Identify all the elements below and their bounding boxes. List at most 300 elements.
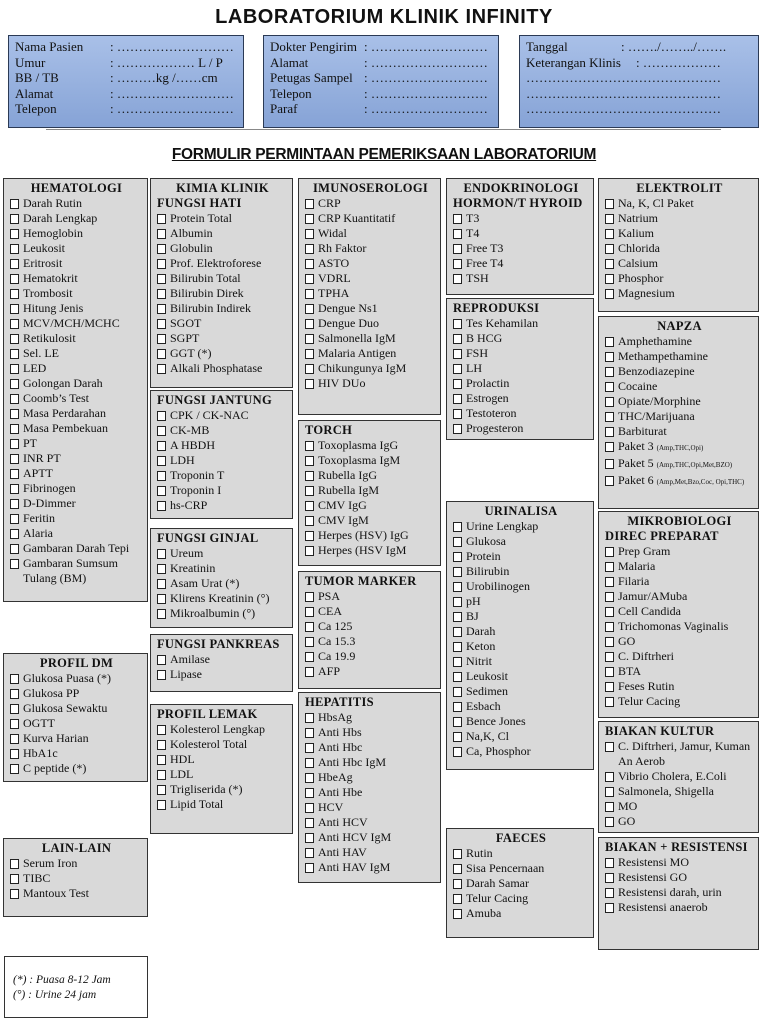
test-item-paket-6[interactable] bbox=[605, 473, 754, 490]
test-item-amuba[interactable] bbox=[453, 906, 589, 921]
test-item-malaria-antigen[interactable] bbox=[305, 346, 436, 361]
test-item-protein-total[interactable] bbox=[157, 211, 288, 226]
test-item-tsh[interactable] bbox=[453, 271, 589, 286]
checkbox[interactable] bbox=[605, 802, 614, 812]
checkbox[interactable] bbox=[305, 667, 314, 677]
test-item-hcv[interactable] bbox=[305, 800, 436, 815]
checkbox[interactable] bbox=[157, 364, 166, 374]
test-item-masa-perdarahan[interactable] bbox=[10, 406, 143, 421]
checkbox[interactable] bbox=[157, 725, 166, 735]
checkbox[interactable] bbox=[453, 424, 462, 434]
test-item-ph[interactable] bbox=[453, 594, 589, 609]
checkbox[interactable] bbox=[10, 559, 19, 569]
test-item-natrium[interactable] bbox=[605, 211, 754, 226]
test-item-calsium[interactable] bbox=[605, 256, 754, 271]
checkbox[interactable] bbox=[305, 441, 314, 451]
test-item-glukosa-sewaktu[interactable] bbox=[10, 701, 143, 716]
test-item-feritin[interactable] bbox=[10, 511, 143, 526]
checkbox[interactable] bbox=[305, 713, 314, 723]
checkbox[interactable] bbox=[605, 382, 614, 392]
test-item-bilirubin-total[interactable] bbox=[157, 271, 288, 286]
checkbox[interactable] bbox=[453, 214, 462, 224]
test-item-pt[interactable] bbox=[10, 436, 143, 451]
checkbox[interactable] bbox=[605, 592, 614, 602]
test-item-fibrinogen[interactable] bbox=[10, 481, 143, 496]
test-item-salmonella-igm[interactable] bbox=[305, 331, 436, 346]
checkbox[interactable] bbox=[605, 397, 614, 407]
checkbox[interactable] bbox=[305, 833, 314, 843]
test-item-cmv-igg[interactable] bbox=[305, 498, 436, 513]
field-value-blank[interactable]: : ……./……../……. bbox=[621, 39, 727, 54]
field-value-blank[interactable]: : ……………………… bbox=[364, 85, 488, 101]
test-item-bta[interactable] bbox=[605, 664, 754, 679]
checkbox[interactable] bbox=[10, 469, 19, 479]
test-item-sgpt[interactable] bbox=[157, 331, 288, 346]
test-item-amilase[interactable] bbox=[157, 652, 288, 667]
checkbox[interactable] bbox=[605, 459, 614, 469]
test-item-trigliserida[interactable] bbox=[157, 782, 288, 797]
field-value-blank[interactable]: : ……………………… bbox=[110, 85, 234, 101]
test-item-feses-rutin[interactable] bbox=[605, 679, 754, 694]
test-item-esbach[interactable] bbox=[453, 699, 589, 714]
test-item-chlorida[interactable] bbox=[605, 241, 754, 256]
test-item-kreatinin[interactable] bbox=[157, 561, 288, 576]
test-item-asam-urat[interactable] bbox=[157, 576, 288, 591]
checkbox[interactable] bbox=[157, 800, 166, 810]
checkbox[interactable] bbox=[305, 803, 314, 813]
checkbox[interactable] bbox=[10, 244, 19, 254]
checkbox[interactable] bbox=[157, 770, 166, 780]
checkbox[interactable] bbox=[605, 607, 614, 617]
field-value-blank[interactable]: : ……………………… bbox=[110, 39, 234, 54]
test-item-bilirubin-indirek[interactable] bbox=[157, 301, 288, 316]
test-item-anti-hbc[interactable] bbox=[305, 740, 436, 755]
checkbox[interactable] bbox=[10, 274, 19, 284]
test-item-fsh[interactable] bbox=[453, 346, 589, 361]
checkbox[interactable] bbox=[605, 274, 614, 284]
test-item-t3[interactable] bbox=[453, 211, 589, 226]
test-item-anti-hbe[interactable] bbox=[305, 785, 436, 800]
checkbox[interactable] bbox=[305, 214, 314, 224]
checkbox[interactable] bbox=[453, 334, 462, 344]
checkbox[interactable] bbox=[453, 864, 462, 874]
checkbox[interactable] bbox=[453, 642, 462, 652]
test-item-coomb-s-test[interactable] bbox=[10, 391, 143, 406]
test-item-barbiturat[interactable] bbox=[605, 424, 754, 439]
test-item-phosphor[interactable] bbox=[605, 271, 754, 286]
checkbox[interactable] bbox=[157, 564, 166, 574]
test-item-prof-elektroforese[interactable] bbox=[157, 256, 288, 271]
checkbox[interactable] bbox=[605, 903, 614, 913]
test-item-ck-mb[interactable] bbox=[157, 423, 288, 438]
test-item-cocaine[interactable] bbox=[605, 379, 754, 394]
test-item-resistensi-go[interactable] bbox=[605, 870, 754, 885]
test-item-eritrosit[interactable] bbox=[10, 256, 143, 271]
checkbox[interactable] bbox=[157, 259, 166, 269]
test-item-masa-pembekuan[interactable] bbox=[10, 421, 143, 436]
test-item-malaria[interactable] bbox=[605, 559, 754, 574]
checkbox[interactable] bbox=[10, 719, 19, 729]
checkbox[interactable] bbox=[605, 367, 614, 377]
test-item-a-hbdh[interactable] bbox=[157, 438, 288, 453]
checkbox[interactable] bbox=[305, 456, 314, 466]
test-item-dengue-duo[interactable] bbox=[305, 316, 436, 331]
checkbox[interactable] bbox=[157, 785, 166, 795]
test-item-toxoplasma-igg[interactable] bbox=[305, 438, 436, 453]
test-item-jamur-amuba[interactable] bbox=[605, 589, 754, 604]
test-item-cell-candida[interactable] bbox=[605, 604, 754, 619]
test-item-sgot[interactable] bbox=[157, 316, 288, 331]
checkbox[interactable] bbox=[10, 889, 19, 899]
checkbox[interactable] bbox=[157, 755, 166, 765]
checkbox[interactable] bbox=[10, 454, 19, 464]
test-item-rubella-igm[interactable] bbox=[305, 483, 436, 498]
checkbox[interactable] bbox=[10, 334, 19, 344]
test-item-free-t4[interactable] bbox=[453, 256, 589, 271]
test-item-hemoglobin[interactable] bbox=[10, 226, 143, 241]
test-item-filaria[interactable] bbox=[605, 574, 754, 589]
checkbox[interactable] bbox=[453, 732, 462, 742]
test-item-urine-lengkap[interactable] bbox=[453, 519, 589, 534]
test-item-widal[interactable] bbox=[305, 226, 436, 241]
checkbox[interactable] bbox=[305, 304, 314, 314]
checkbox[interactable] bbox=[453, 259, 462, 269]
checkbox[interactable] bbox=[305, 471, 314, 481]
checkbox[interactable] bbox=[10, 764, 19, 774]
checkbox[interactable] bbox=[157, 456, 166, 466]
test-item-magnesium[interactable] bbox=[605, 286, 754, 301]
test-item-kolesterol-total[interactable] bbox=[157, 737, 288, 752]
test-item-ca-19-9[interactable] bbox=[305, 649, 436, 664]
checkbox[interactable] bbox=[10, 424, 19, 434]
test-item-opiate-morphine[interactable] bbox=[605, 394, 754, 409]
test-item-rh-faktor[interactable] bbox=[305, 241, 436, 256]
checkbox[interactable] bbox=[157, 319, 166, 329]
test-item-amphethamine[interactable] bbox=[605, 334, 754, 349]
checkbox[interactable] bbox=[10, 514, 19, 524]
test-item-cpk-ck-nac[interactable] bbox=[157, 408, 288, 423]
checkbox[interactable] bbox=[605, 214, 614, 224]
checkbox[interactable] bbox=[605, 352, 614, 362]
checkbox[interactable] bbox=[10, 349, 19, 359]
test-item-glukosa-pp[interactable] bbox=[10, 686, 143, 701]
test-item-na-k-cl[interactable] bbox=[453, 729, 589, 744]
field-value-blank[interactable]: : ………kg /……cm bbox=[110, 70, 218, 85]
test-item-darah-rutin[interactable] bbox=[10, 196, 143, 211]
test-item-darah-lengkap[interactable] bbox=[10, 211, 143, 226]
test-item-serum-iron[interactable] bbox=[10, 856, 143, 871]
test-item-ogtt[interactable] bbox=[10, 716, 143, 731]
test-item-paket-5[interactable] bbox=[605, 456, 754, 473]
checkbox[interactable] bbox=[157, 609, 166, 619]
test-item-golongan-darah[interactable] bbox=[10, 376, 143, 391]
test-item-hdl[interactable] bbox=[157, 752, 288, 767]
checkbox[interactable] bbox=[605, 476, 614, 486]
test-item-tibc[interactable] bbox=[10, 871, 143, 886]
test-item-darah[interactable] bbox=[453, 624, 589, 639]
checkbox[interactable] bbox=[10, 319, 19, 329]
test-item-dengue-ns1[interactable] bbox=[305, 301, 436, 316]
checkbox[interactable] bbox=[605, 442, 614, 452]
test-item-trichomonas-vaginalis[interactable] bbox=[605, 619, 754, 634]
checkbox[interactable] bbox=[605, 289, 614, 299]
test-item-anti-hcv[interactable] bbox=[305, 815, 436, 830]
checkbox[interactable] bbox=[157, 655, 166, 665]
test-item-troponin-t[interactable] bbox=[157, 468, 288, 483]
checkbox[interactable] bbox=[10, 544, 19, 554]
test-item-sel-le[interactable] bbox=[10, 346, 143, 361]
checkbox[interactable] bbox=[305, 379, 314, 389]
checkbox[interactable] bbox=[305, 289, 314, 299]
test-item-albumin[interactable] bbox=[157, 226, 288, 241]
checkbox[interactable] bbox=[10, 734, 19, 744]
test-item-anti-hcv-igm[interactable] bbox=[305, 830, 436, 845]
test-item-gambaran-darah-tepi[interactable] bbox=[10, 541, 143, 556]
checkbox[interactable] bbox=[605, 562, 614, 572]
test-item-kalium[interactable] bbox=[605, 226, 754, 241]
checkbox[interactable] bbox=[453, 747, 462, 757]
checkbox[interactable] bbox=[157, 471, 166, 481]
test-item-telur-cacing[interactable] bbox=[453, 891, 589, 906]
checkbox[interactable] bbox=[453, 849, 462, 859]
test-item-c-diftrheri[interactable] bbox=[605, 649, 754, 664]
test-item-crp-kuantitatif[interactable] bbox=[305, 211, 436, 226]
test-item-aptt[interactable] bbox=[10, 466, 143, 481]
checkbox[interactable] bbox=[10, 229, 19, 239]
field-value-blank[interactable]: ……………………………………… bbox=[526, 70, 721, 85]
test-item-chikungunya-igm[interactable] bbox=[305, 361, 436, 376]
test-item-ldl[interactable] bbox=[157, 767, 288, 782]
checkbox[interactable] bbox=[10, 484, 19, 494]
field-value-blank[interactable]: : ……………… L / P bbox=[110, 54, 223, 70]
test-item-benzodiazepine[interactable] bbox=[605, 364, 754, 379]
test-item-prolactin[interactable] bbox=[453, 376, 589, 391]
test-item-herpes-hsv-igm[interactable] bbox=[305, 543, 436, 558]
field-value-blank[interactable]: ……………………………………… bbox=[526, 85, 721, 101]
test-item-trombosit[interactable] bbox=[10, 286, 143, 301]
checkbox[interactable] bbox=[605, 622, 614, 632]
test-item-ldh[interactable] bbox=[157, 453, 288, 468]
test-item-protein[interactable] bbox=[453, 549, 589, 564]
checkbox[interactable] bbox=[157, 244, 166, 254]
test-item-toxoplasma-igm[interactable] bbox=[305, 453, 436, 468]
test-item-go[interactable] bbox=[605, 634, 754, 649]
checkbox[interactable] bbox=[605, 742, 614, 752]
checkbox[interactable] bbox=[605, 888, 614, 898]
checkbox[interactable] bbox=[305, 199, 314, 209]
test-item-resistensi-anaerob[interactable] bbox=[605, 900, 754, 915]
field-value-blank[interactable]: : ……………………… bbox=[110, 101, 234, 116]
test-item-troponin-i[interactable] bbox=[157, 483, 288, 498]
checkbox[interactable] bbox=[305, 244, 314, 254]
checkbox[interactable] bbox=[305, 622, 314, 632]
checkbox[interactable] bbox=[305, 788, 314, 798]
test-item-hba1c[interactable] bbox=[10, 746, 143, 761]
checkbox[interactable] bbox=[605, 577, 614, 587]
test-item-resistensi-mo[interactable] bbox=[605, 855, 754, 870]
test-item-progesteron[interactable] bbox=[453, 421, 589, 436]
checkbox[interactable] bbox=[157, 670, 166, 680]
checkbox[interactable] bbox=[10, 304, 19, 314]
test-item-kolesterol-lengkap[interactable] bbox=[157, 722, 288, 737]
test-item-ca-phosphor[interactable] bbox=[453, 744, 589, 759]
checkbox[interactable] bbox=[453, 552, 462, 562]
test-item-bilirubin[interactable] bbox=[453, 564, 589, 579]
checkbox[interactable] bbox=[10, 409, 19, 419]
test-item-inr-pt[interactable] bbox=[10, 451, 143, 466]
test-item-b-hcg[interactable] bbox=[453, 331, 589, 346]
test-item-bence-jones[interactable] bbox=[453, 714, 589, 729]
test-item-hitung-jenis[interactable] bbox=[10, 301, 143, 316]
test-item-lh[interactable] bbox=[453, 361, 589, 376]
test-item-d-dimmer[interactable] bbox=[10, 496, 143, 511]
checkbox[interactable] bbox=[157, 441, 166, 451]
test-item-lipase[interactable] bbox=[157, 667, 288, 682]
checkbox[interactable] bbox=[157, 349, 166, 359]
checkbox[interactable] bbox=[605, 259, 614, 269]
test-item-ca-15-3[interactable] bbox=[305, 634, 436, 649]
checkbox[interactable] bbox=[157, 411, 166, 421]
test-item-lipid-total[interactable] bbox=[157, 797, 288, 812]
test-item-hbeag[interactable] bbox=[305, 770, 436, 785]
test-item-estrogen[interactable] bbox=[453, 391, 589, 406]
field-value-blank[interactable]: : ……………………… bbox=[364, 39, 488, 54]
test-item-hs-crp[interactable] bbox=[157, 498, 288, 513]
test-item-telur-cacing[interactable] bbox=[605, 694, 754, 709]
test-item-t4[interactable] bbox=[453, 226, 589, 241]
checkbox[interactable] bbox=[453, 394, 462, 404]
checkbox[interactable] bbox=[453, 349, 462, 359]
test-item-nitrit[interactable] bbox=[453, 654, 589, 669]
checkbox[interactable] bbox=[10, 859, 19, 869]
checkbox[interactable] bbox=[157, 214, 166, 224]
checkbox[interactable] bbox=[10, 199, 19, 209]
checkbox[interactable] bbox=[453, 657, 462, 667]
checkbox[interactable] bbox=[305, 652, 314, 662]
checkbox[interactable] bbox=[453, 672, 462, 682]
checkbox[interactable] bbox=[453, 229, 462, 239]
checkbox[interactable] bbox=[305, 259, 314, 269]
checkbox[interactable] bbox=[305, 516, 314, 526]
checkbox[interactable] bbox=[605, 229, 614, 239]
test-item-globulin[interactable] bbox=[157, 241, 288, 256]
checkbox[interactable] bbox=[605, 637, 614, 647]
checkbox[interactable] bbox=[305, 592, 314, 602]
checkbox[interactable] bbox=[10, 439, 19, 449]
checkbox[interactable] bbox=[305, 848, 314, 858]
test-item-crp[interactable] bbox=[305, 196, 436, 211]
test-item-mcv-mch-mchc[interactable] bbox=[10, 316, 143, 331]
test-item-thc-marijuana[interactable] bbox=[605, 409, 754, 424]
checkbox[interactable] bbox=[453, 409, 462, 419]
checkbox[interactable] bbox=[305, 334, 314, 344]
checkbox[interactable] bbox=[605, 652, 614, 662]
checkbox[interactable] bbox=[453, 319, 462, 329]
checkbox[interactable] bbox=[157, 304, 166, 314]
test-item-asto[interactable] bbox=[305, 256, 436, 271]
checkbox[interactable] bbox=[605, 427, 614, 437]
checkbox[interactable] bbox=[157, 501, 166, 511]
test-item-retikulosit[interactable] bbox=[10, 331, 143, 346]
checkbox[interactable] bbox=[10, 394, 19, 404]
checkbox[interactable] bbox=[605, 787, 614, 797]
test-item-bilirubin-direk[interactable] bbox=[157, 286, 288, 301]
checkbox[interactable] bbox=[157, 229, 166, 239]
test-item-hiv-duo[interactable] bbox=[305, 376, 436, 391]
checkbox[interactable] bbox=[605, 667, 614, 677]
test-item-methampethamine[interactable] bbox=[605, 349, 754, 364]
checkbox[interactable] bbox=[10, 689, 19, 699]
test-item-go[interactable] bbox=[605, 814, 754, 829]
checkbox[interactable] bbox=[305, 349, 314, 359]
checkbox[interactable] bbox=[305, 501, 314, 511]
checkbox[interactable] bbox=[605, 412, 614, 422]
test-item-alkali-phosphatase[interactable] bbox=[157, 361, 288, 376]
test-item-ggt[interactable] bbox=[157, 346, 288, 361]
checkbox[interactable] bbox=[305, 531, 314, 541]
checkbox[interactable] bbox=[453, 702, 462, 712]
checkbox[interactable] bbox=[305, 486, 314, 496]
test-item-sisa-pencernaan[interactable] bbox=[453, 861, 589, 876]
checkbox[interactable] bbox=[10, 874, 19, 884]
checkbox[interactable] bbox=[453, 244, 462, 254]
checkbox[interactable] bbox=[305, 607, 314, 617]
test-item-resistensi-darah-urin[interactable] bbox=[605, 885, 754, 900]
checkbox[interactable] bbox=[305, 818, 314, 828]
checkbox[interactable] bbox=[157, 549, 166, 559]
checkbox[interactable] bbox=[305, 743, 314, 753]
test-item-c-peptide[interactable] bbox=[10, 761, 143, 776]
test-item-hbsag[interactable] bbox=[305, 710, 436, 725]
checkbox[interactable] bbox=[453, 582, 462, 592]
test-item-mo[interactable] bbox=[605, 799, 754, 814]
field-value-blank[interactable]: : ……………………… bbox=[364, 54, 488, 70]
checkbox[interactable] bbox=[453, 612, 462, 622]
test-item-urobilinogen[interactable] bbox=[453, 579, 589, 594]
checkbox[interactable] bbox=[453, 567, 462, 577]
test-item-klirens-kreatinin[interactable] bbox=[157, 591, 288, 606]
test-item-ureum[interactable] bbox=[157, 546, 288, 561]
checkbox[interactable] bbox=[157, 426, 166, 436]
checkbox[interactable] bbox=[605, 337, 614, 347]
test-item-mantoux-test[interactable] bbox=[10, 886, 143, 901]
test-item-mikroalbumin[interactable] bbox=[157, 606, 288, 621]
test-item-anti-hav-igm[interactable] bbox=[305, 860, 436, 875]
test-item-na-k-cl-paket[interactable] bbox=[605, 196, 754, 211]
test-item-salmonela-shigella[interactable] bbox=[605, 784, 754, 799]
field-value-blank[interactable]: : ……………… bbox=[636, 54, 721, 70]
checkbox[interactable] bbox=[10, 499, 19, 509]
test-item-prep-gram[interactable] bbox=[605, 544, 754, 559]
test-item-cea[interactable] bbox=[305, 604, 436, 619]
checkbox[interactable] bbox=[453, 687, 462, 697]
test-item-cmv-igm[interactable] bbox=[305, 513, 436, 528]
test-item-anti-hav[interactable] bbox=[305, 845, 436, 860]
test-item-glukosa[interactable] bbox=[453, 534, 589, 549]
checkbox[interactable] bbox=[10, 379, 19, 389]
checkbox[interactable] bbox=[305, 546, 314, 556]
test-item-free-t3[interactable] bbox=[453, 241, 589, 256]
checkbox[interactable] bbox=[605, 772, 614, 782]
test-item-testoteron[interactable] bbox=[453, 406, 589, 421]
test-item-c-diftrheri-jamur-kuman-an-aerob[interactable] bbox=[605, 739, 754, 769]
checkbox[interactable] bbox=[605, 817, 614, 827]
test-item-tes-kehamilan[interactable] bbox=[453, 316, 589, 331]
test-item-tpha[interactable] bbox=[305, 286, 436, 301]
test-item-hematokrit[interactable] bbox=[10, 271, 143, 286]
checkbox[interactable] bbox=[10, 674, 19, 684]
test-item-leukosit[interactable] bbox=[10, 241, 143, 256]
